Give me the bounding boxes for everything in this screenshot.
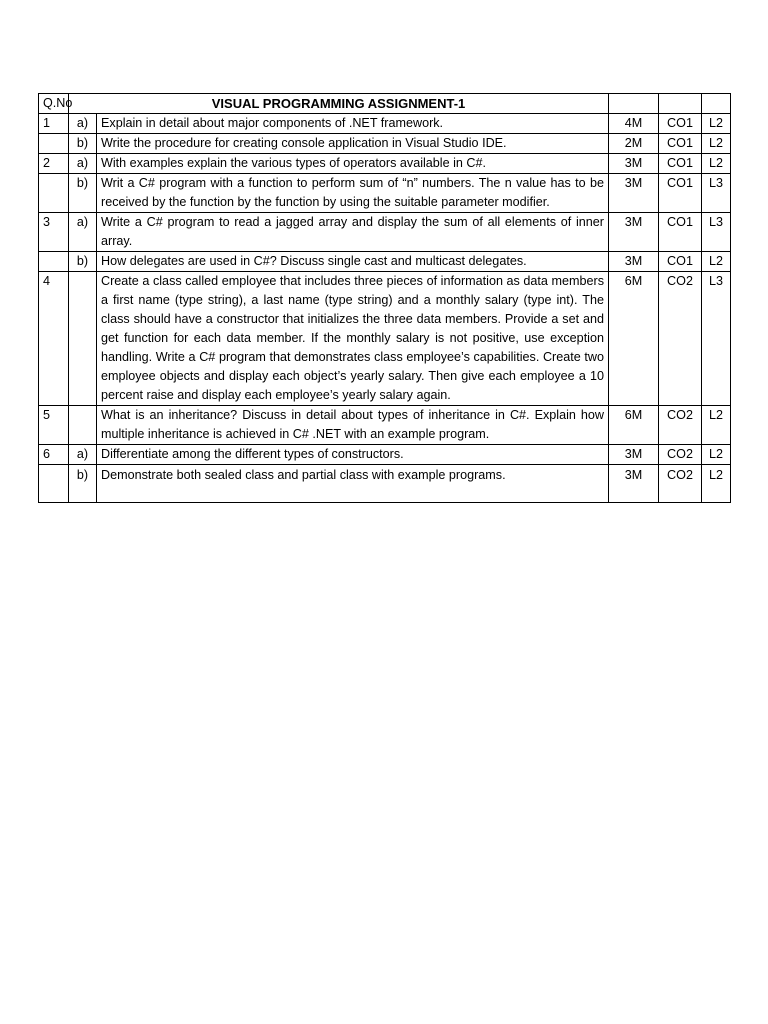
question-text: Create a class called employee that includes three pieces of information as data members a first name (type string), a last name (type string) and a monthly salary (type int). The class should have a constructor that initializes the three data members. Provide a set and get function for each data member. If the monthly salary is not positive, use exception handling. Write a C# program that demonstrates class employee’s capabilities. Create two employee objects and display each object’s yearly salary. Then give each employee a 10 percent raise and display each employee’s yearly salary again. [97, 272, 609, 406]
course-outcome-cell: CO1 [659, 252, 702, 272]
course-outcome-cell: CO1 [659, 134, 702, 154]
table-row [39, 154, 731, 174]
marks-cell: 3M [609, 174, 659, 213]
assignment-table [38, 93, 731, 503]
marks-cell: 3M [609, 465, 659, 503]
table-row [39, 213, 731, 252]
course-outcome-cell: CO2 [659, 272, 702, 406]
level-cell: L2 [702, 154, 731, 174]
table-row [39, 445, 731, 465]
sub-question-label: b) [69, 174, 97, 213]
question-number: 4 [39, 272, 69, 406]
level-cell: L2 [702, 134, 731, 154]
co-header-cell [659, 94, 702, 114]
marks-cell: 3M [609, 252, 659, 272]
sub-question-label [69, 272, 97, 406]
marks-cell: 4M [609, 114, 659, 134]
level-cell: L2 [702, 465, 731, 503]
question-number: 2 [39, 154, 69, 174]
marks-header-cell [609, 94, 659, 114]
table-row [39, 406, 731, 445]
sub-question-label: a) [69, 445, 97, 465]
question-number: 6 [39, 445, 69, 465]
course-outcome-cell: CO1 [659, 174, 702, 213]
table-row [39, 114, 731, 134]
question-text: Differentiate among the different types of constructors. [97, 445, 609, 465]
question-text: Write a C# program to read a jagged array and display the sum of all elements of inner array. [97, 213, 609, 252]
level-header-cell [702, 94, 731, 114]
question-number: 1 [39, 114, 69, 134]
question-number [39, 252, 69, 272]
marks-cell: 3M [609, 445, 659, 465]
sub-question-label: b) [69, 252, 97, 272]
sub-question-label [69, 406, 97, 445]
assignment-title: VISUAL PROGRAMMING ASSIGNMENT-1 [69, 94, 609, 114]
question-text: How delegates are used in C#? Discuss single cast and multicast delegates. [97, 252, 609, 272]
question-text: With examples explain the various types of operators available in C#. [97, 154, 609, 174]
level-cell: L3 [702, 174, 731, 213]
marks-cell: 2M [609, 134, 659, 154]
question-number: 3 [39, 213, 69, 252]
question-number [39, 134, 69, 154]
course-outcome-cell: CO2 [659, 465, 702, 503]
course-outcome-cell: CO2 [659, 406, 702, 445]
level-cell: L3 [702, 213, 731, 252]
marks-cell: 3M [609, 154, 659, 174]
header-row [39, 94, 731, 114]
question-text: Writ a C# program with a function to perform sum of “n” numbers. The n value has to be received by the function by the function by using the suitable parameter modifier. [97, 174, 609, 213]
marks-cell: 6M [609, 406, 659, 445]
table-row [39, 252, 731, 272]
level-cell: L3 [702, 272, 731, 406]
question-text: Explain in detail about major components of .NET framework. [97, 114, 609, 134]
qno-header: Q.No [39, 94, 69, 114]
level-cell: L2 [702, 114, 731, 134]
question-number [39, 174, 69, 213]
question-number [39, 465, 69, 503]
marks-cell: 3M [609, 213, 659, 252]
table-row [39, 465, 731, 503]
sub-question-label: a) [69, 114, 97, 134]
level-cell: L2 [702, 406, 731, 445]
sub-question-label: b) [69, 134, 97, 154]
course-outcome-cell: CO1 [659, 213, 702, 252]
question-text: Demonstrate both sealed class and partial class with example programs. [97, 465, 609, 503]
course-outcome-cell: CO2 [659, 445, 702, 465]
question-text: Write the procedure for creating console application in Visual Studio IDE. [97, 134, 609, 154]
sub-question-label: b) [69, 465, 97, 503]
course-outcome-cell: CO1 [659, 154, 702, 174]
question-number: 5 [39, 406, 69, 445]
marks-cell: 6M [609, 272, 659, 406]
table-row [39, 174, 731, 213]
level-cell: L2 [702, 252, 731, 272]
table-row [39, 134, 731, 154]
level-cell: L2 [702, 445, 731, 465]
sub-question-label: a) [69, 154, 97, 174]
table-row [39, 272, 731, 406]
question-text: What is an inheritance? Discuss in detail about types of inheritance in C#. Explain how multiple inheritance is achieved in C# .NET with an example program. [97, 406, 609, 445]
sub-question-label: a) [69, 213, 97, 252]
course-outcome-cell: CO1 [659, 114, 702, 134]
